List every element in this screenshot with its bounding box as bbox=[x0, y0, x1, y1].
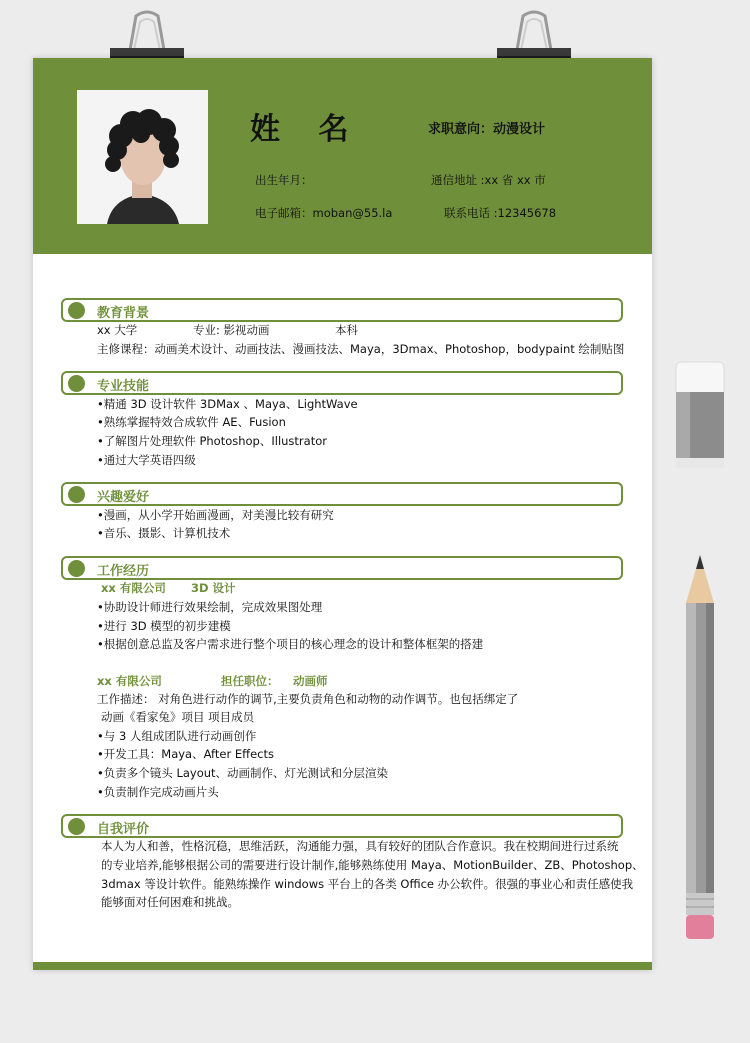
section-hobbies bbox=[61, 482, 623, 506]
list-item: •与 3 人组成团队进行动画创作 bbox=[97, 729, 257, 743]
profile-photo bbox=[77, 90, 208, 224]
list-item: •进行 3D 模型的初步建模 bbox=[97, 619, 231, 633]
list-item: •了解图片处理软件 Photoshop、Illustrator bbox=[97, 434, 327, 448]
section-title: 自我评价 bbox=[97, 822, 150, 837]
self-eval-line: 能够面对任何困难和挑战。 bbox=[101, 895, 239, 909]
section-title: 专业技能 bbox=[97, 379, 150, 394]
section-work bbox=[61, 556, 623, 580]
address: 通信地址 :xx 省 xx 市 bbox=[431, 173, 546, 187]
bullet-dot-icon bbox=[68, 486, 85, 503]
phone: 联系电话 :12345678 bbox=[444, 206, 557, 220]
job2-position-label: 担任职位： bbox=[221, 674, 279, 688]
major: 专业: 影视动画 bbox=[193, 323, 270, 337]
resume-header bbox=[33, 58, 652, 254]
job1-position: 3D 设计 bbox=[191, 581, 236, 595]
candidate-name: 姓 名 bbox=[250, 112, 363, 147]
list-item: •负责多个镜头 Layout、动画制作、灯光测试和分层渲染 bbox=[97, 766, 389, 780]
degree: 本科 bbox=[335, 323, 358, 337]
job2-description: 工作描述： 对角色进行动作的调节,主要负责角色和动物的动作调节。也包括绑定了 bbox=[97, 692, 519, 706]
list-item: •根据创意总监及客户需求进行整个项目的核心理念的设计和整体框架的搭建 bbox=[97, 637, 484, 651]
school: xx 大学 bbox=[97, 323, 138, 337]
section-skills bbox=[61, 371, 623, 395]
section-title: 兴趣爱好 bbox=[97, 490, 150, 505]
section-title: 教育背景 bbox=[97, 306, 150, 321]
section-education bbox=[61, 298, 623, 322]
list-item: •漫画，从小学开始画漫画，对美漫比较有研究 bbox=[97, 508, 334, 522]
resume-paper bbox=[33, 58, 652, 970]
footer-bar bbox=[33, 962, 652, 970]
birth-date: 出生年月： bbox=[255, 173, 313, 187]
list-item: •负责制作完成动画片头 bbox=[97, 785, 219, 799]
job2-position: 动画师 bbox=[293, 674, 328, 688]
bullet-dot-icon bbox=[68, 375, 85, 392]
self-eval-line: 3dmax 等设计软件。能熟练操作 windows 平台上的各类 Office 办公软件。很强的事业心和责任感使我 bbox=[101, 877, 634, 891]
list-item: •通过大学英语四级 bbox=[97, 453, 196, 467]
bullet-dot-icon bbox=[68, 302, 85, 319]
job-target: 求职意向：动漫设计 bbox=[428, 122, 546, 137]
list-item: •协助设计师进行效果绘制，完成效果图处理 bbox=[97, 600, 323, 614]
list-item: •开发工具：Maya、After Effects bbox=[97, 747, 274, 761]
section-title: 工作经历 bbox=[97, 564, 150, 579]
list-item: •音乐、摄影、计算机技术 bbox=[97, 526, 231, 540]
job2-project: 动画《看家兔》项目 项目成员 bbox=[101, 710, 255, 724]
list-item: •精通 3D 设计软件 3DMax 、Maya、LightWave bbox=[97, 397, 358, 411]
self-eval-line: 本人为人和善，性格沉稳，思维活跃，沟通能力强，具有较好的团队合作意识。我在校期间进行过系统 bbox=[101, 839, 619, 853]
email: 电子邮箱：moban@55.la bbox=[255, 206, 393, 220]
job2-company: xx 有限公司 bbox=[97, 674, 162, 688]
list-item: •熟练掌握特效合成软件 AE、Fusion bbox=[97, 415, 286, 429]
bullet-dot-icon bbox=[68, 560, 85, 577]
courses: 主修课程：动画美术设计、动画技法、漫画技法、Maya，3Dmax、Photoshop，bodypaint 绘制贴图 bbox=[97, 342, 625, 356]
self-eval-line: 的专业培养,能够根据公司的需要进行设计制作,能够熟练使用 Maya、MotionBuilder、ZB、Photoshop、 bbox=[101, 858, 644, 872]
eraser-icon bbox=[674, 360, 726, 470]
bullet-dot-icon bbox=[68, 818, 85, 835]
section-self-evaluation bbox=[61, 814, 623, 838]
pencil-icon bbox=[684, 555, 716, 945]
job1-company: xx 有限公司 bbox=[101, 581, 166, 595]
